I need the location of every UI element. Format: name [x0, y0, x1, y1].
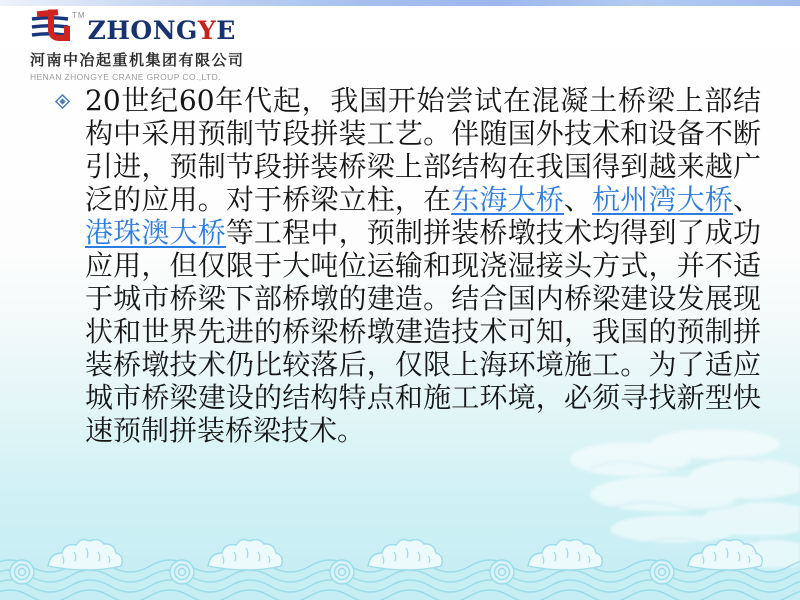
zhongye-monogram-icon	[30, 9, 70, 45]
body-paragraph	[85, 84, 761, 447]
company-name-en: HENAN ZHONGYE CRANE GROUP CO.,LTD.	[30, 72, 221, 82]
paragraph-text: 等工程中，预制拼装桥墩技术均得到了成功应用，但仅限于大吨位运输和现浇湿接头方式，并不适于城市桥梁下部桥墩的建造。结合国内桥梁建设发展现状和世界先进的桥梁桥墩建造技术可知，我国的预制拼装桥墩技术仍比较落后，仅限上海环境施工。为了适应城市桥梁建设的结构特点和施工环境，必须寻找新型快速预制拼装桥梁技术。	[85, 216, 761, 447]
brand-part-e: E	[216, 16, 236, 45]
wave-border-decoration	[0, 528, 800, 600]
paragraph-text: 20世纪60年代起，我国开始尝试在混凝土桥梁上部结构中采用预制节段拼装工艺。伴随国外技术和设备不断引进，预制节段拼装桥梁上部结构在我国得到越来越广泛的应用。对于桥梁立柱，在	[85, 84, 761, 216]
diamond-bullet-icon	[55, 94, 70, 109]
brand-part-y: Y	[197, 16, 217, 45]
paragraph-text: 、	[732, 183, 761, 216]
paragraph-text: 、	[563, 183, 593, 216]
trademark-symbol: TM	[72, 11, 86, 20]
slide-body	[55, 84, 761, 447]
company-logo	[30, 9, 245, 82]
brand-name	[88, 18, 236, 45]
top-accent-bar	[0, 0, 800, 6]
link-hongkong-zhuhai-macao-bridge[interactable]: 港珠澳大桥	[85, 216, 226, 249]
company-name-cn: 河南中冶起重机集团有限公司	[30, 51, 245, 69]
link-hangzhou-bay-bridge[interactable]: 杭州湾大桥	[592, 183, 733, 216]
brand-part-zhong: ZHONG	[87, 16, 198, 45]
link-donghai-bridge[interactable]: 东海大桥	[451, 183, 564, 216]
